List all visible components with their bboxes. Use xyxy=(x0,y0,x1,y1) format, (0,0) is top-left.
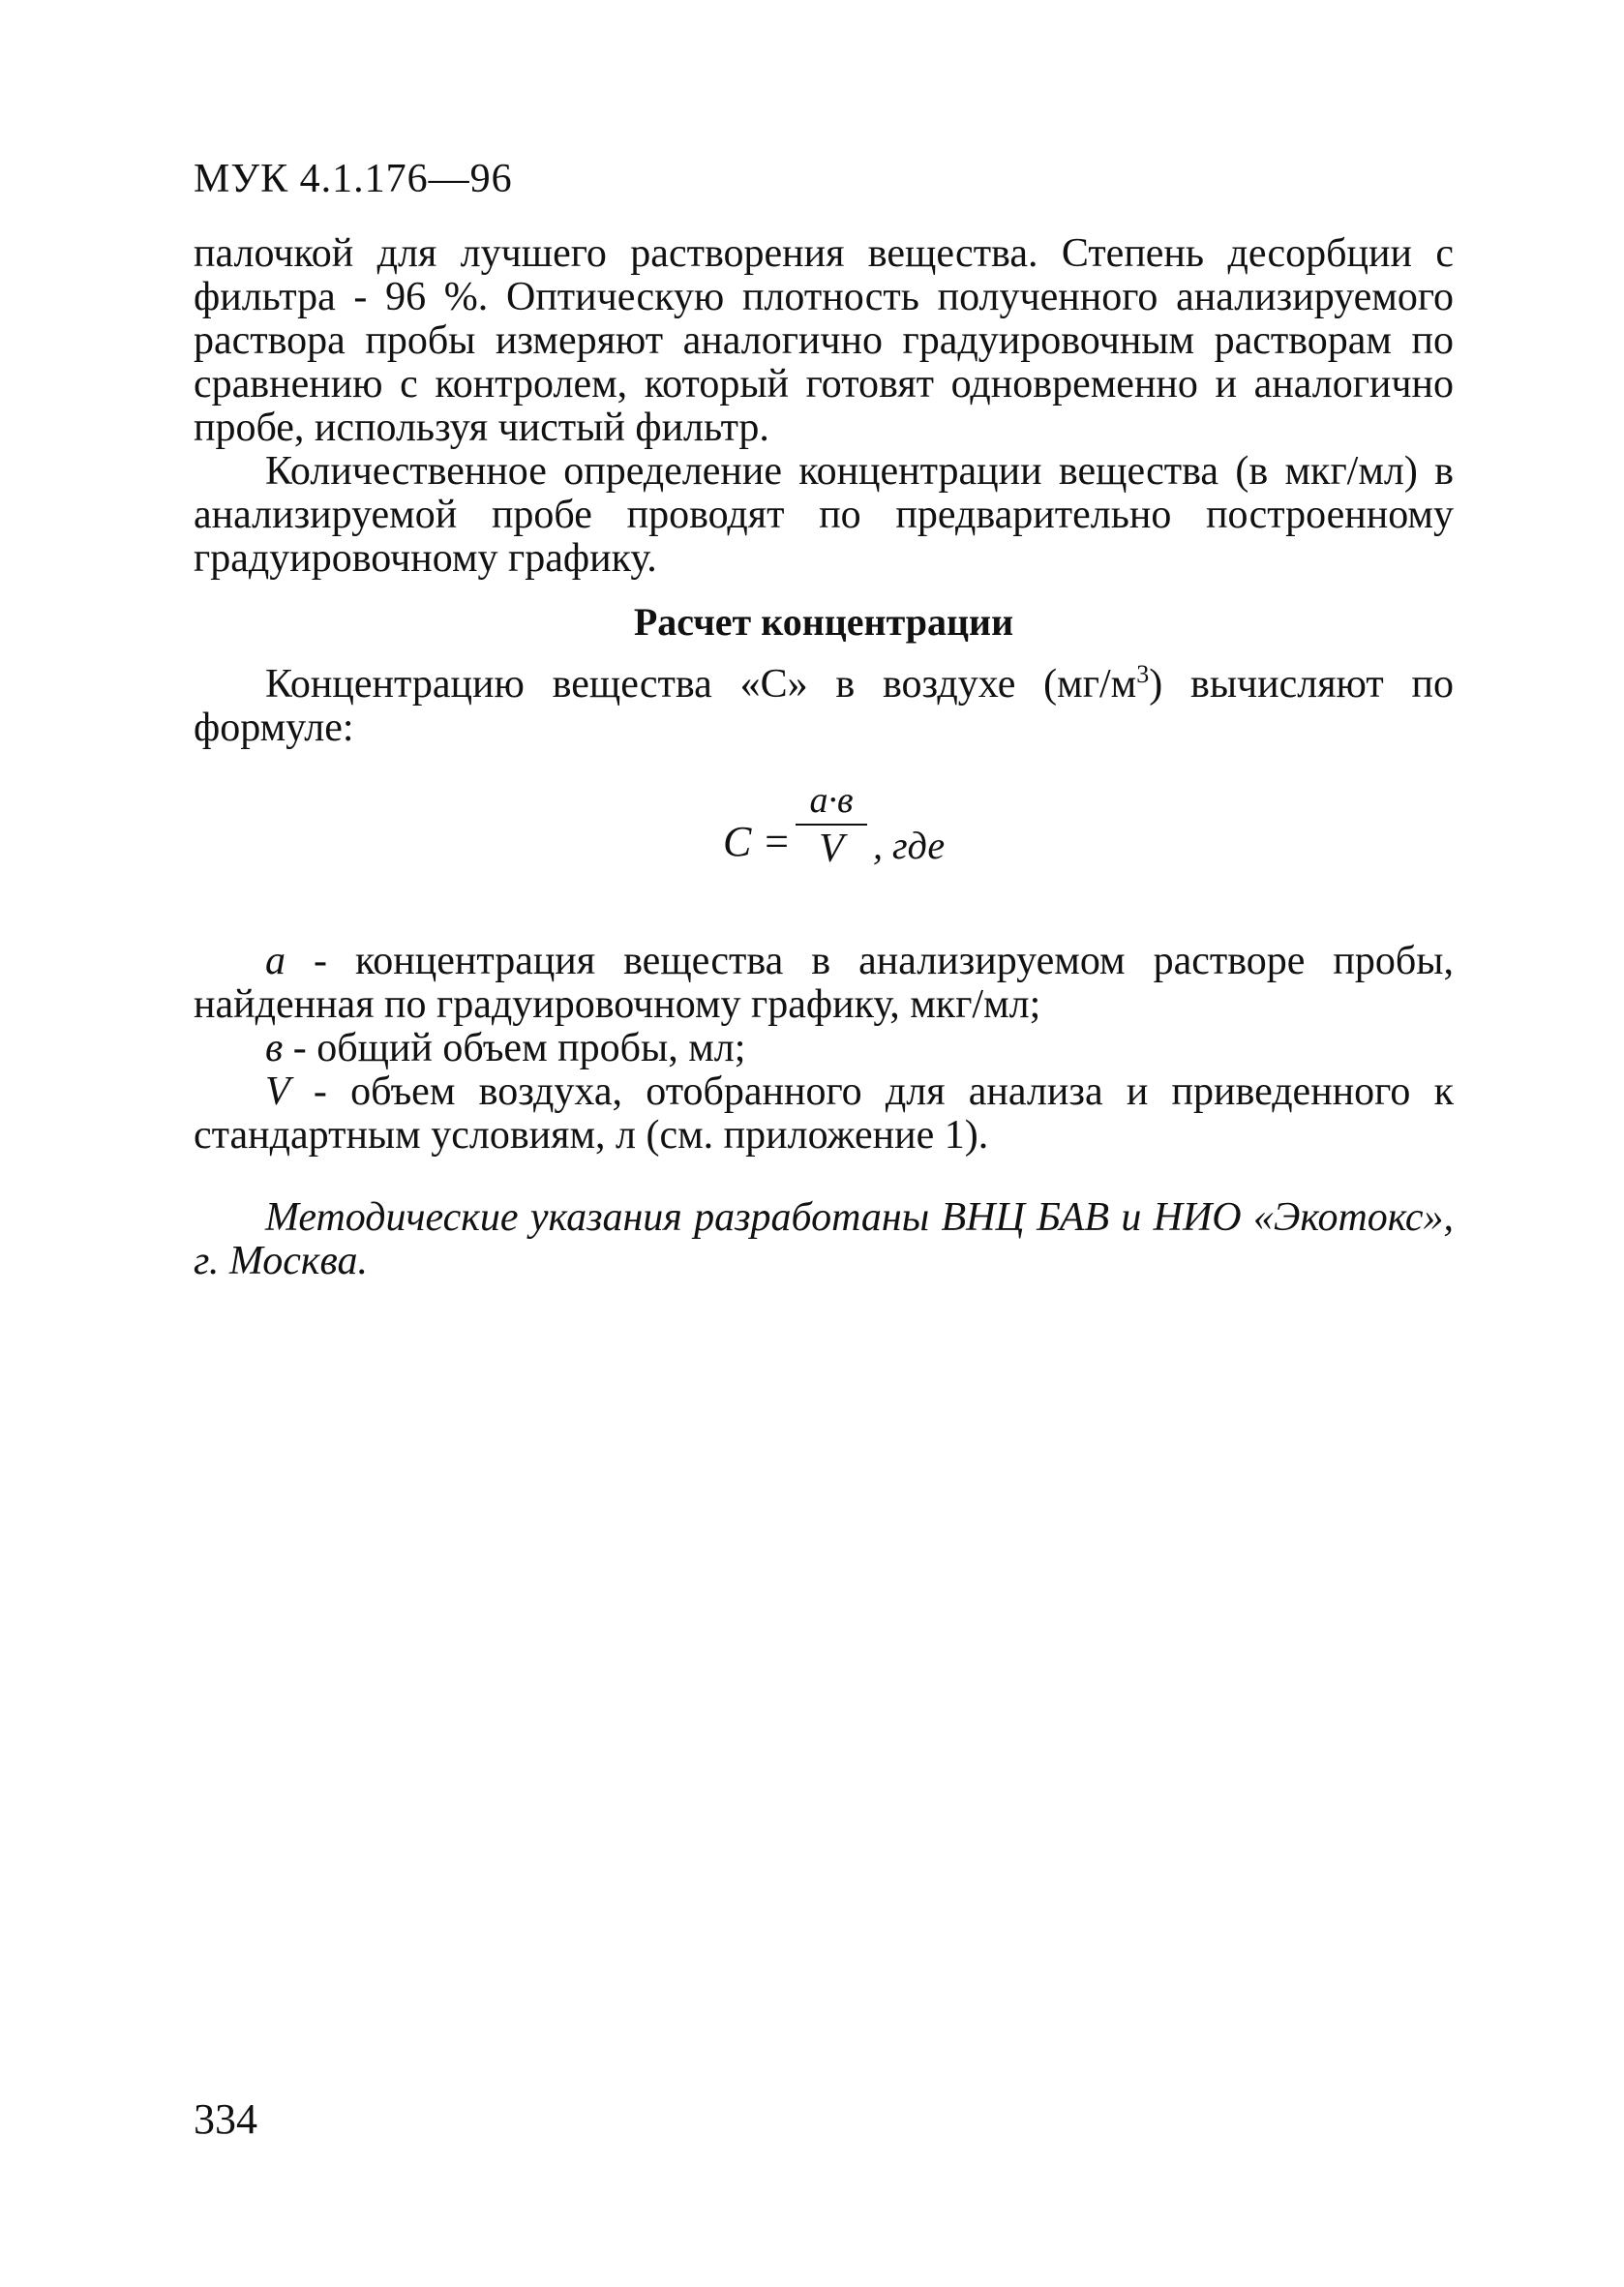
formula-intro-text-end: ) вычисляют по формуле: xyxy=(194,662,1454,750)
definition-symbol: a xyxy=(265,939,286,983)
paragraph-formula-intro xyxy=(194,660,1454,750)
definition-text: - общий объем пробы, мл; xyxy=(283,1026,746,1070)
formula-denominator: V xyxy=(819,827,844,871)
paragraph-quantitative-determination: Количественное определение концентрации вещества (в мкг/мл) в анализируемой пробе проводят по предварительно построенному градуировочному графику. xyxy=(194,449,1454,581)
formula-lhs: C = xyxy=(723,818,792,865)
formula-numerator: a·в xyxy=(796,779,867,826)
definition-v-small xyxy=(194,1027,1454,1070)
section-heading: Расчет концентрации xyxy=(633,600,1014,644)
formula-intro-text: Концентрацию вещества «С» в воздухе (мг/м xyxy=(265,662,1137,707)
definition-text: - объем воздуха, отобранного для анализа и приведенного к стандартным условиям, л (см. приложение 1). xyxy=(194,1069,1454,1158)
cubic-superscript: 3 xyxy=(1136,660,1150,688)
definition-text: - концентрация вещества в анализируемом растворе пробы, найденная по градуировочному графику, мкг/мл; xyxy=(194,939,1454,1027)
definition-symbol: V xyxy=(265,1069,290,1114)
formula-where: , где xyxy=(873,824,946,867)
main-text-column xyxy=(194,232,1454,1283)
paragraph-desorption: палочкой для лучшего растворения вещества. Степень десорбции с фильтра - 96 %. Оптическую плотность полученного анализируемого раствора пробы измеряют аналогично градуировочным растворам по сравнению с контролем, который готовят одновременно и аналогично пробе, используя чистый фильтр. xyxy=(194,231,1454,450)
page-number: 334 xyxy=(194,2095,257,2143)
document-code-header: МУК 4.1.176—96 xyxy=(194,157,513,201)
concentration-formula xyxy=(194,779,1454,905)
credits-paragraph: Методические указания разработаны ВНЦ БАВ и НИО «Экотокс», г. Москва. xyxy=(194,1195,1454,1283)
definition-symbol: в xyxy=(265,1026,284,1070)
definition-v-volume xyxy=(194,1070,1454,1158)
definition-a xyxy=(194,940,1454,1027)
formula-fraction xyxy=(796,779,867,872)
